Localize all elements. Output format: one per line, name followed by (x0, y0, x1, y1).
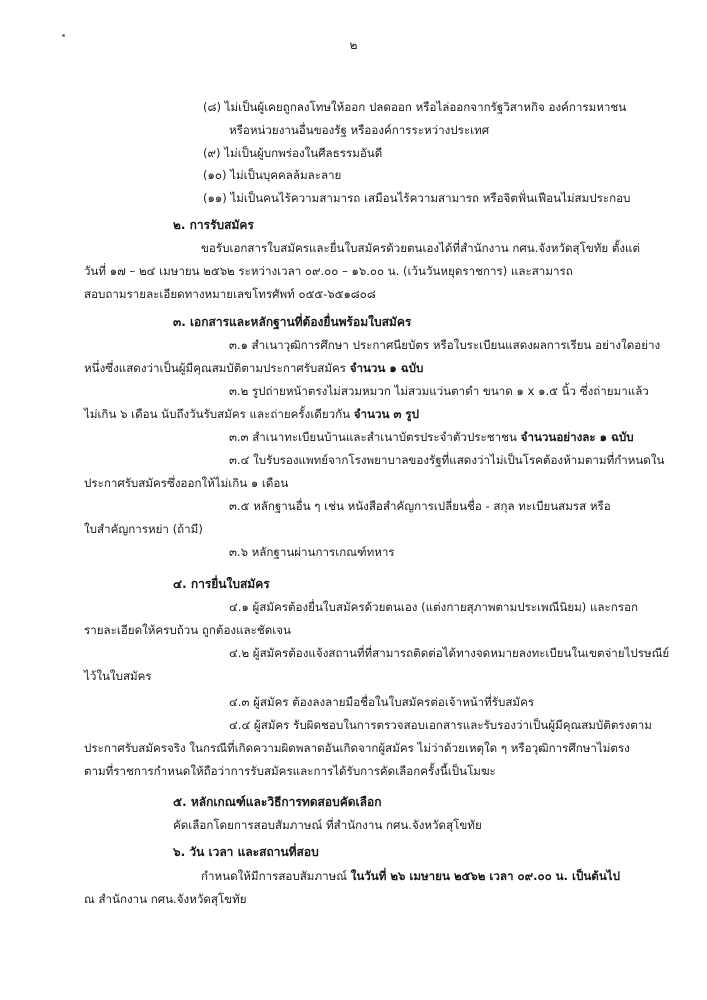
section-4-item-1: ๔.๑ ผู้สมัครต้องยื่นใบสมัครด้วยตนเอง (แต่งกายสุภาพตามประเพณีนิยม) และกรอก (229, 600, 638, 614)
section-4-item-4-cont: ประกาศรับสมัครจริง ในกรณีที่เกิดความผิดพลาดอันเกิดจากผู้สมัคร ไม่ว่าด้วยเหตุใด ๆ หรือวุฒิการศึกษาไม่ตรง (84, 741, 630, 755)
qualification-8-cont: หรือหน่วยงานอื่นของรัฐ หรือองค์การระหว่างประเทศ (229, 123, 490, 137)
section-6-heading: ๖. วัน เวลา และสถานที่สอบ (173, 845, 319, 859)
section-4-heading: ๔. การยื่นใบสมัคร (173, 577, 270, 591)
section-4-item-1-cont: รายละเอียดให้ครบถ้วน ถูกต้องและชัดเจน (84, 623, 291, 637)
section-6-line-cont: ณ สำนักงาน กศน.จังหวัดสุโขทัย (84, 892, 247, 906)
section-6-line: กำหนดให้มีการสอบสัมภาษณ์ ในวันที่ ๒๖ เมษายน ๒๕๖๒ เวลา ๐๙.๐๐ น. เป็นต้นไป (201, 869, 620, 883)
section-3-item-4-cont: ประกาศรับสมัครซึ่งออกให้ไม่เกิน ๑ เดือน (84, 476, 289, 490)
section-5-heading: ๕. หลักเกณฑ์และวิธีการทดสอบคัดเลือก (173, 795, 382, 809)
section-3-heading: ๓. เอกสารและหลักฐานที่ต้องยื่นพร้อมใบสมัคร (173, 315, 412, 329)
section-4-item-2: ๔.๒ ผู้สมัครต้องแจ้งสถานที่ที่สามารถติดต่อได้ทางจดหมายลงทะเบียนในเขตจ่ายไปรษณีย์ (229, 646, 670, 660)
qualification-10: (๑๐) ไม่เป็นบุคคลล้มละลาย (203, 168, 342, 182)
section-3-item-3: ๓.๓ สำเนาทะเบียนบ้านและสำเนาบัตรประจำตัวประชาชน จำนวนอย่างละ ๑ ฉบับ (229, 430, 634, 444)
section-3-item-5-cont: ใบสำคัญการหย่า (ถ้ามี) (84, 522, 203, 536)
section-4-item-3: ๔.๓ ผู้สมัคร ต้องลงลายมือชื่อในใบสมัครต่อเจ้าหน้าที่รับสมัคร (229, 695, 535, 709)
section-4-item-2-cont: ไว้ในใบสมัคร (84, 669, 152, 683)
section-4-item-4-cont: ตามที่ราชการกำหนดให้ถือว่าการรับสมัครและการได้รับการคัดเลือกครั้งนี้เป็นโมฆะ (84, 764, 496, 778)
section-3-item-4: ๓.๔ ใบรับรองแพทย์จากโรงพยาบาลของรัฐที่แสดงว่าไม่เป็นโรคต้องห้ามตามที่กำหนดใน (229, 453, 665, 467)
section-2-line: วันที่ ๑๗ – ๒๔ เมษายน ๒๕๖๒ ระหว่างเวลา ๐๙.๐๐ – ๑๖.๐๐ น. (เว้นวันหยุดราชการ) และสามารถ (84, 264, 573, 278)
section-3-item-1-cont: หนึ่งซึ่งแสดงว่าเป็นผู้มีคุณสมบัติตามประกาศรับสมัคร จำนวน ๑ ฉบับ (84, 361, 424, 375)
qualification-11: (๑๑) ไม่เป็นคนไร้ความสามารถ เสมือนไร้ความสามารถ หรือจิตฟั่นเฟือนไม่สมประกอบ (203, 191, 631, 205)
section-2-line: สอบถามรายละเอียดทางหมายเลขโทรศัพท์ ๐๕๕-๖๕๑๘๐๘ (84, 287, 376, 301)
section-4-item-4: ๔.๔ ผู้สมัคร รับผิดชอบในการตรวจสอบเอกสารและรับรองว่าเป็นผู้มีคุณสมบัติตรงตาม (229, 718, 652, 732)
section-3-item-2-cont: ไม่เกิน ๖ เดือน นับถึงวันรับสมัคร และถ่ายครั้งเดียวกัน จำนวน ๓ รูป (84, 407, 419, 421)
section-3-item-1: ๓.๑ สำเนาวุฒิการศึกษา ประกาศนียบัตร หรือใบระเบียนแสดงผลการเรียน อย่างใดอย่าง (229, 338, 661, 352)
section-3-item-2: ๓.๒ รูปถ่ายหน้าตรงไม่สวมหมวก ไม่สวมแว่นตาดำ ขนาด ๑ x ๑.๕ นิ้ว ซึ่งถ่ายมาแล้ว (229, 384, 649, 398)
page-number: ๒ (349, 38, 358, 52)
section-3-item-5: ๓.๕ หลักฐานอื่น ๆ เช่น หนังสือสำคัญการเปลี่ยนชื่อ - สกุล ทะเบียนสมรส หรือ (229, 499, 611, 513)
qualification-8: (๘) ไม่เป็นผู้เคยถูกลงโทษให้ออก ปลดออก หรือไล่ออกจากรัฐวิสาหกิจ องค์การมหาชน (203, 100, 627, 114)
qualification-9: (๙) ไม่เป็นผู้บกพร่องในศีลธรรมอันดี (203, 146, 383, 160)
section-2-line: ขอรับเอกสารใบสมัครและยื่นใบสมัครด้วยตนเองได้ที่สำนักงาน กศน.จังหวัดสุโขทัย ตั้งแต่ (201, 241, 641, 255)
section-2-heading: ๒. การรับสมัคร (173, 218, 254, 232)
section-5-line: คัดเลือกโดยการสอบสัมภาษณ์ ที่สำนักงาน กศน.จังหวัดสุโขทัย (173, 818, 482, 832)
section-3-item-6: ๓.๖ หลักฐานผ่านการเกณฑ์ทหาร (229, 545, 395, 559)
